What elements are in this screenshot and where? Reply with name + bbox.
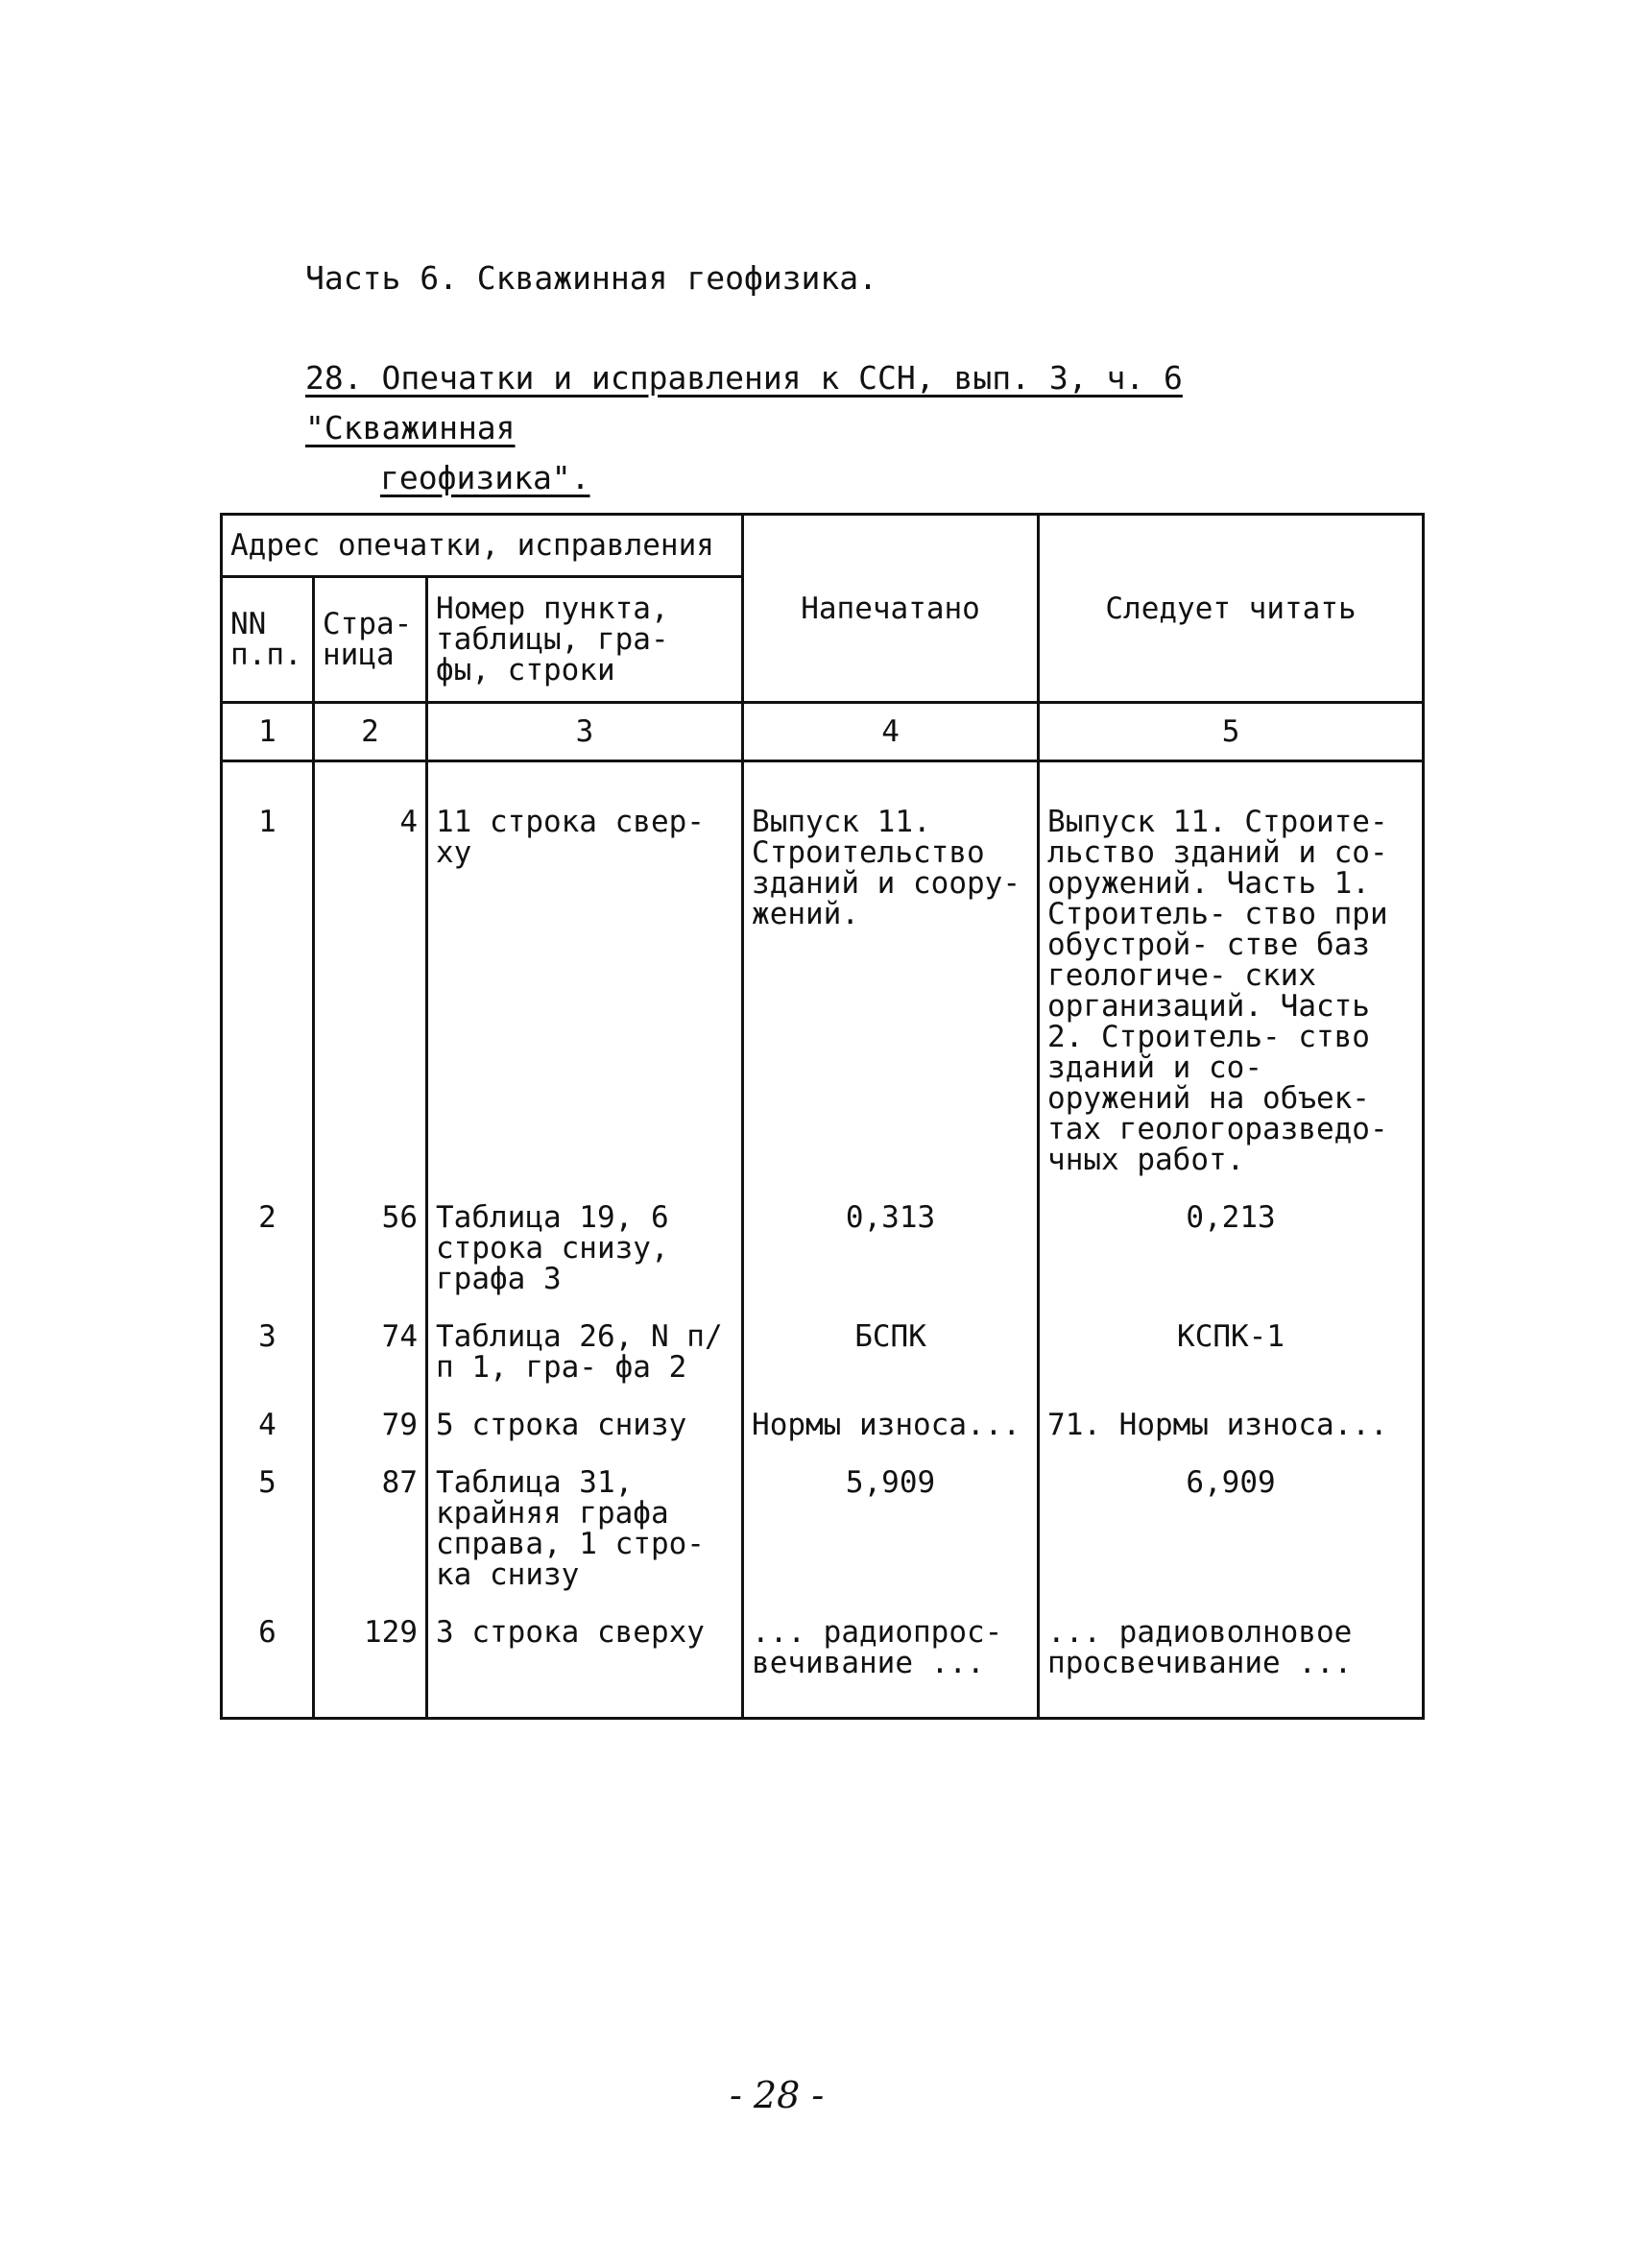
cell-page: 79	[314, 1396, 427, 1454]
header-page: Стра- ница	[314, 577, 427, 703]
cell-nn: 1	[222, 761, 314, 1190]
cell-page: 4	[314, 761, 427, 1190]
cell-nn: 6	[222, 1604, 314, 1719]
header-should-read: Следует читать	[1039, 515, 1424, 703]
cell-nn: 2	[222, 1189, 314, 1308]
header-printed: Напечатано	[743, 515, 1039, 703]
cell-location: 11 строка свер- ху	[427, 761, 743, 1190]
cell-printed: БСПК	[743, 1308, 1039, 1396]
column-number: 5	[1039, 703, 1424, 761]
cell-printed: 5,909	[743, 1454, 1039, 1604]
cell-nn: 3	[222, 1308, 314, 1396]
cell-correct: КСПК-1	[1039, 1308, 1424, 1396]
cell-printed: 0,313	[743, 1189, 1039, 1308]
table-row	[222, 1308, 1424, 1396]
cell-page: 74	[314, 1308, 427, 1396]
column-number: 2	[314, 703, 427, 761]
page-number: - 28 -	[730, 2074, 825, 2116]
column-number: 3	[427, 703, 743, 761]
cell-nn: 4	[222, 1396, 314, 1454]
cell-correct: ... радиоволновое просвечивание ...	[1039, 1604, 1424, 1719]
column-number: 1	[222, 703, 314, 761]
section-title	[305, 353, 1409, 503]
section-title-line1: 28. Опечатки и исправления к ССН, вып. 3, ч. 6 "Скважинная	[305, 359, 1183, 446]
errata-table	[220, 513, 1425, 1720]
table-row	[222, 1604, 1424, 1719]
header-location: Номер пункта, таблицы, гра- фы, строки	[427, 577, 743, 703]
column-number: 4	[743, 703, 1039, 761]
cell-location: 5 строка снизу	[427, 1396, 743, 1454]
table-row	[222, 761, 1424, 1190]
header-nn: NN п.п.	[222, 577, 314, 703]
cell-correct: 0,213	[1039, 1189, 1424, 1308]
cell-printed: Выпуск 11. Строительство зданий и соору- жений.	[743, 761, 1039, 1190]
cell-printed: Нормы износа...	[743, 1396, 1039, 1454]
header-address-group: Адрес опечатки, исправления	[222, 515, 743, 577]
part-title: Часть 6. Скважинная геофизика.	[305, 259, 878, 297]
cell-correct: 6,909	[1039, 1454, 1424, 1604]
table-row	[222, 1189, 1424, 1308]
cell-correct: 71. Нормы износа...	[1039, 1396, 1424, 1454]
section-title-line2: геофизика".	[380, 459, 590, 496]
table-row	[222, 1396, 1424, 1454]
cell-location: Таблица 31, крайняя графа справа, 1 стро- ка снизу	[427, 1454, 743, 1604]
cell-location: Таблица 19, 6 строка снизу, графа 3	[427, 1189, 743, 1308]
cell-printed: ... радиопрос- вечивание ...	[743, 1604, 1039, 1719]
cell-location: Таблица 26, N п/п 1, гра- фа 2	[427, 1308, 743, 1396]
cell-page: 129	[314, 1604, 427, 1719]
cell-page: 56	[314, 1189, 427, 1308]
cell-location: 3 строка сверху	[427, 1604, 743, 1719]
table-row	[222, 1454, 1424, 1604]
cell-correct: Выпуск 11. Строите- льство зданий и со- оружений. Часть 1. Строитель- ство при обустрой- стве баз геологиче- ских организаций. Часть 2. Строитель- ство зданий и со- оружений на объек- тах геологоразведо- чных работ.	[1039, 761, 1424, 1190]
cell-page: 87	[314, 1454, 427, 1604]
cell-nn: 5	[222, 1454, 314, 1604]
